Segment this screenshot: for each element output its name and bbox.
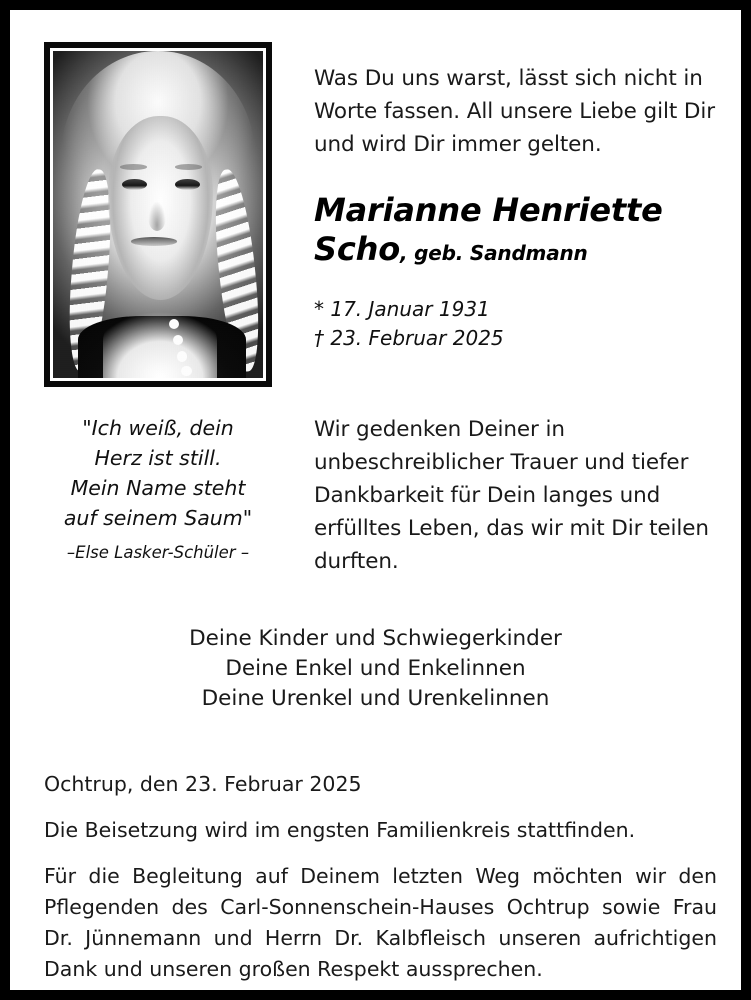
quote-line-3: Mein Name steht bbox=[70, 476, 246, 500]
name-first: Marianne Henriette bbox=[314, 191, 663, 229]
quote-line-1: "Ich weiß, dein bbox=[82, 416, 234, 440]
thanks-text: Für die Begleitung auf Deinem letzten Weg möchten wir den Pflegenden des Carl-Sonnenschein-Hauses Ochtrup sowie Frau Dr. Jünnemann und Herrn Dr. Kalbfleisch unseren aufrichtigen Dank und unseren großen Respekt aussprechen. bbox=[44, 864, 717, 981]
quote-author: –Else Lasker-Schüler – bbox=[66, 543, 250, 562]
closing-section bbox=[44, 769, 719, 985]
place-and-date: Ochtrup, den 23. Februar 2025 bbox=[44, 772, 362, 796]
burial-note: Die Beisetzung wird im engsten Familienkreis stattfinden. bbox=[44, 818, 636, 842]
photo-mat bbox=[50, 48, 266, 381]
family-line-1: Deine Kinder und Schwiegerkinder bbox=[189, 626, 562, 651]
family-line-3: Deine Urenkel und Urenkelinnen bbox=[201, 686, 550, 711]
top-text-column bbox=[272, 30, 719, 353]
memorial-text: Wir gedenken Deiner in unbeschreiblicher Trauer und tiefer Dankbarkeit für Dein langes und erfülltes Leben, das wir mit Dir teilen durften. bbox=[314, 417, 709, 574]
birth-date: * 17. Januar 1931 bbox=[314, 297, 490, 321]
top-section bbox=[44, 30, 719, 387]
death-date: † 23. Februar 2025 bbox=[314, 326, 504, 350]
family-line-2: Deine Enkel und Enkelinnen bbox=[225, 656, 526, 681]
quote-column bbox=[44, 409, 272, 562]
life-dates bbox=[314, 295, 719, 353]
name-maiden-suffix: , geb. Sandmann bbox=[399, 241, 588, 265]
photo-grain-overlay bbox=[53, 51, 263, 378]
quote-text bbox=[44, 413, 272, 533]
deceased-name-block bbox=[314, 191, 719, 273]
portrait-photo-frame bbox=[44, 42, 272, 387]
quote-line-4: auf seinem Saum" bbox=[63, 506, 253, 530]
name-last-line bbox=[314, 230, 719, 273]
notice-inner bbox=[10, 10, 741, 990]
name-last: Scho bbox=[314, 230, 400, 268]
memorial-column bbox=[272, 409, 719, 578]
middle-section bbox=[44, 409, 719, 578]
family-signature bbox=[44, 624, 719, 714]
intro-text: Was Du uns warst, lässt sich nicht in Worte fassen. All unsere Liebe gilt Dir und wird Dir immer gelten. bbox=[314, 66, 715, 157]
quote-line-2: Herz ist still. bbox=[94, 446, 222, 470]
portrait-photo-image bbox=[53, 51, 263, 378]
